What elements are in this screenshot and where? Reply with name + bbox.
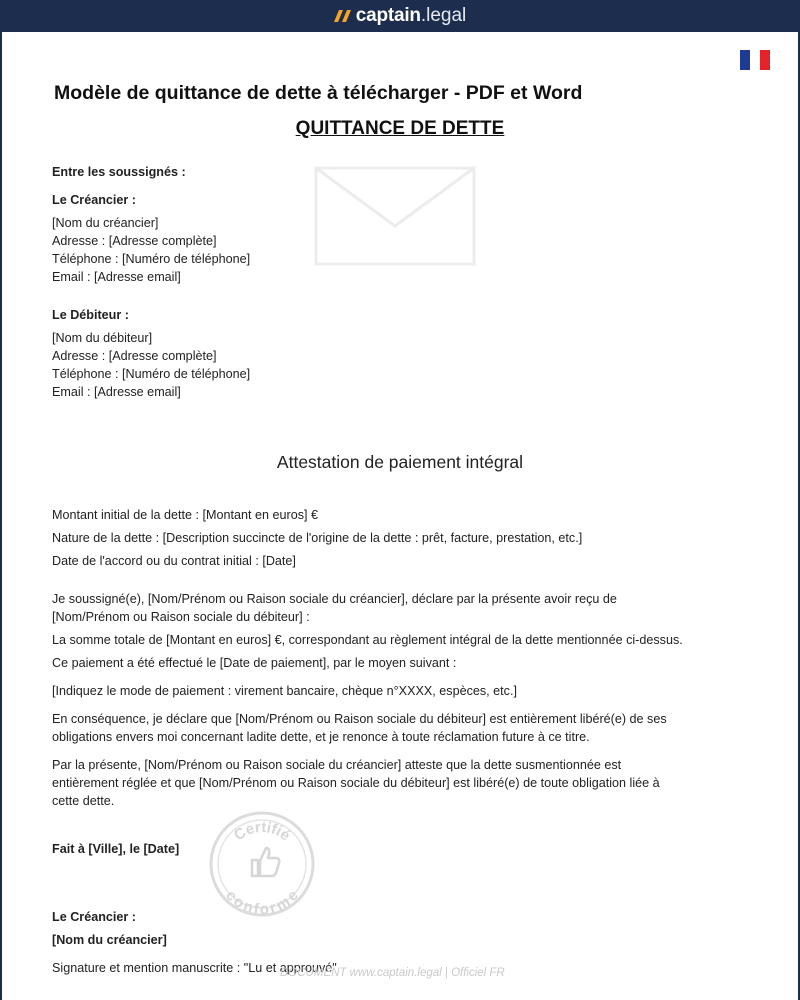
- declaration-line: Par la présente, [Nom/Prénom ou Raison sociale du créancier] atteste que la dette susmentionnée est: [52, 758, 622, 772]
- svg-text:conforme: [222, 887, 302, 918]
- declaration-line: Je soussigné(e), [Nom/Prénom ou Raison sociale du créancier], déclare par la présente avoir reçu de: [52, 592, 617, 606]
- stamp-text-bottom: conforme: [222, 887, 302, 918]
- envelope-watermark-icon: [314, 166, 476, 266]
- certified-stamp-icon: [208, 810, 316, 918]
- place-date: Fait à [Ville], le [Date]: [52, 842, 180, 856]
- declaration-line: cette dette.: [52, 794, 115, 808]
- document-title: Modèle de quittance de dette à télécharger - PDF et Word: [54, 82, 583, 104]
- payment-method-line: [Indiquez le mode de paiement : virement bancaire, chèque n°XXXX, espèces, etc.]: [52, 684, 517, 698]
- signature-creditor-name: [Nom du créancier]: [52, 933, 167, 947]
- svg-text:Certifié: [231, 819, 293, 844]
- declaration-line: Ce paiement a été effectué le [Date de paiement], par le moyen suivant :: [52, 656, 457, 670]
- debt-date: Date de l'accord ou du contrat initial : [Date]: [52, 554, 296, 568]
- brand-logo[interactable]: [334, 5, 467, 27]
- debtor-phone: Téléphone : [Numéro de téléphone]: [52, 367, 251, 381]
- creditor-email: Email : [Adresse email]: [52, 270, 181, 284]
- debtor-address: Adresse : [Adresse complète]: [52, 349, 217, 363]
- creditor-label: Le Créancier :: [52, 193, 136, 207]
- declaration-line: entièrement réglée et que [Nom/Prénom ou Raison sociale du débiteur] est libéré(e) de toute obligation liée à: [52, 776, 660, 790]
- brand-tld: .legal: [420, 5, 467, 26]
- creditor-name: [Nom du créancier]: [52, 216, 159, 230]
- creditor-phone: Téléphone : [Numéro de téléphone]: [52, 252, 251, 266]
- footer-watermark: DOCUMENT www.captain.legal | Officiel FR: [280, 967, 505, 979]
- section-title: Attestation de paiement intégral: [276, 452, 524, 472]
- declaration-line: [Nom/Prénom ou Raison sociale du débiteur] :: [52, 610, 310, 624]
- parties-intro: Entre les soussignés :: [52, 165, 186, 179]
- debtor-name: [Nom du débiteur]: [52, 331, 153, 345]
- captain-logo-icon: [334, 9, 352, 23]
- debt-amount: Montant initial de la dette : [Montant en euros] €: [52, 508, 319, 522]
- debtor-email: Email : [Adresse email]: [52, 385, 181, 399]
- document-heading: QUITTANCE DE DETTE: [295, 118, 505, 139]
- top-bar: [0, 0, 800, 32]
- brand-name: captain: [355, 5, 421, 26]
- declaration-line: En conséquence, je déclare que [Nom/Prénom ou Raison sociale du débiteur] est entièrement libéré(e) de ses: [52, 712, 667, 726]
- signature-mention: Signature et mention manuscrite : "Lu et approuvé": [52, 961, 337, 975]
- declaration-line: La somme totale de [Montant en euros] €, correspondant au règlement intégral de la dette mentionnée ci-dessus.: [52, 633, 683, 647]
- stamp-text-top: Certifié: [230, 818, 294, 845]
- debt-nature: Nature de la dette : [Description succincte de l'origine de la dette : prêt, facture, prestation, etc.]: [52, 531, 583, 545]
- declaration-line: obligations envers moi concernant ladite dette, et je renonce à toute réclamation future à ce titre.: [52, 730, 590, 744]
- debtor-label: Le Débiteur :: [52, 308, 129, 322]
- creditor-address: Adresse : [Adresse complète]: [52, 234, 217, 248]
- signature-creditor-label: Le Créancier :: [52, 910, 136, 924]
- french-flag-icon[interactable]: [740, 50, 770, 70]
- document-page: [2, 32, 798, 1000]
